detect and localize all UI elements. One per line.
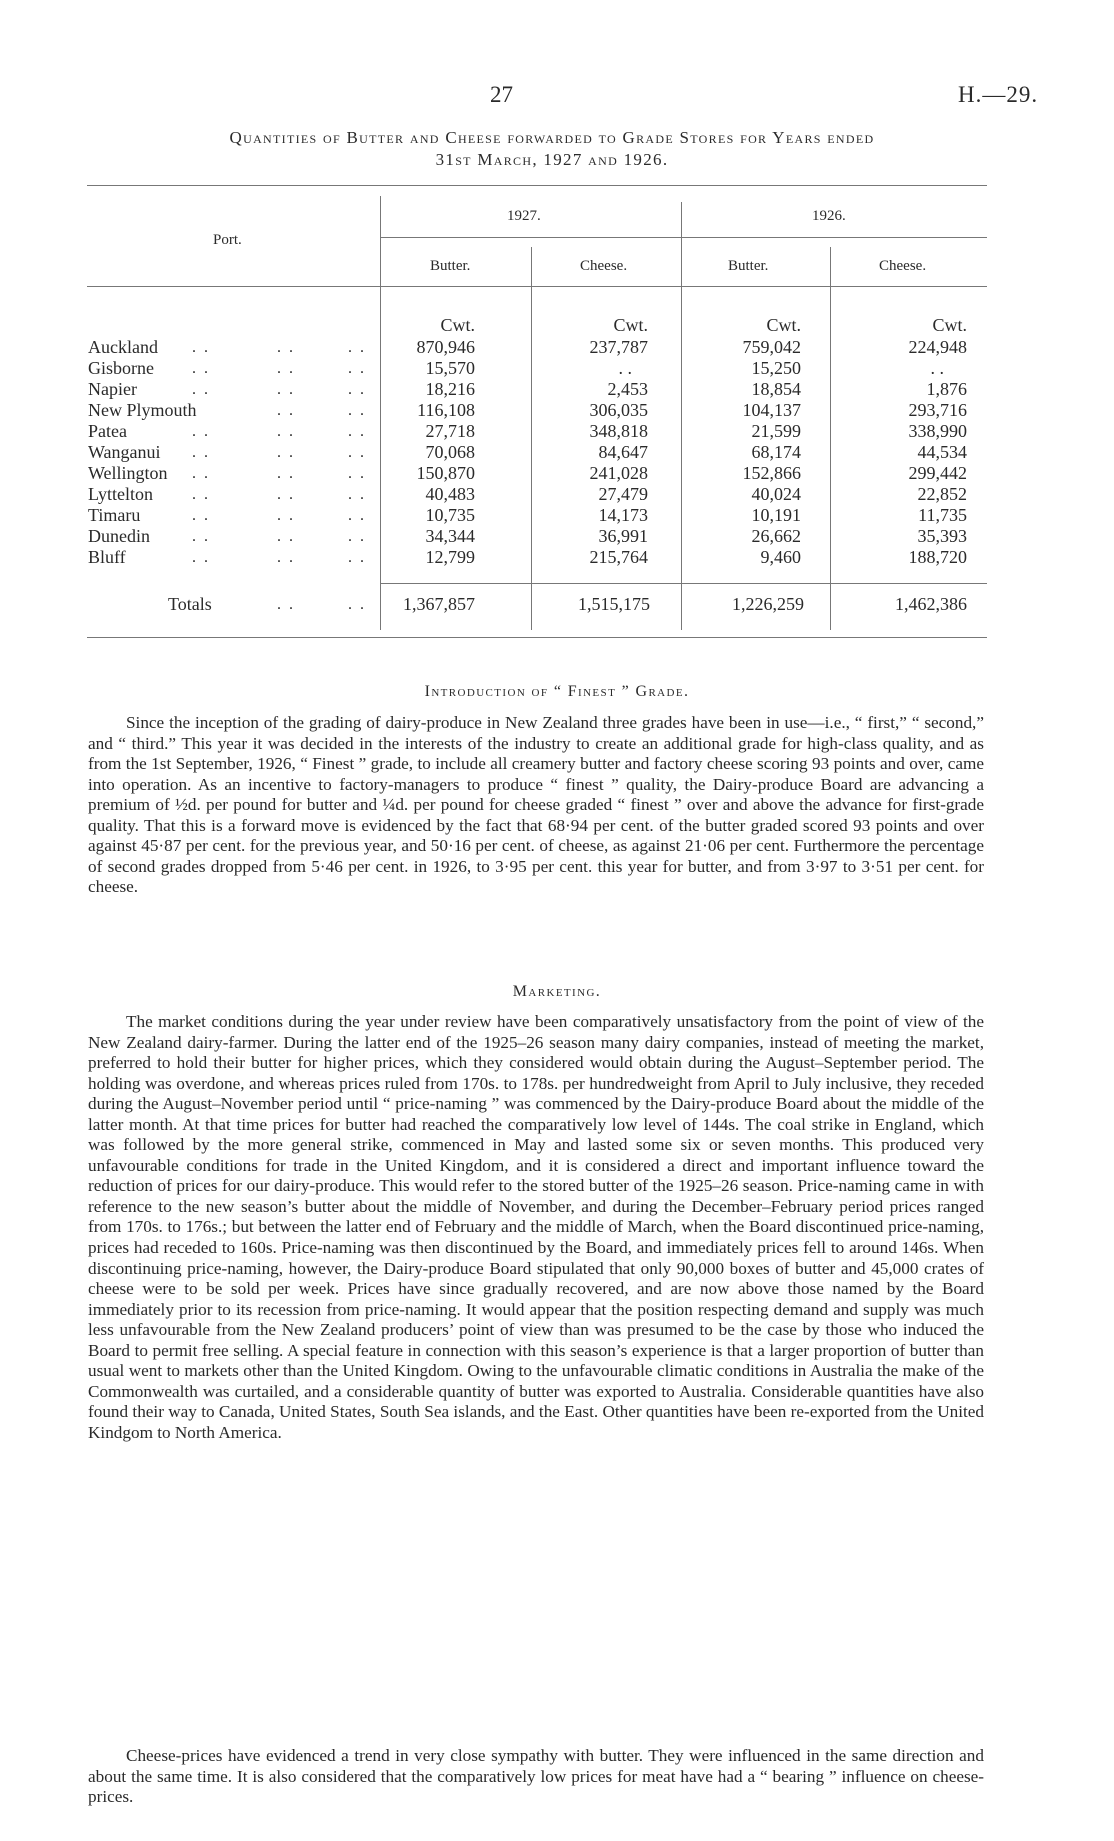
butter-1927-value: 870,946 xyxy=(416,337,475,357)
cheese-1926-value: 11,735 xyxy=(918,505,967,525)
butter-1926-value: 15,250 xyxy=(751,358,801,378)
leader-dots: . . xyxy=(348,528,366,545)
table-title-line-1: Quantities of Butter and Cheese forwarded to Grade Stores for Years ended xyxy=(229,128,875,147)
leader-dots: . . xyxy=(277,402,295,419)
leader-dots: . . xyxy=(348,381,366,398)
cheese-1927-value: . . xyxy=(618,358,632,378)
cheese-1927-value: 36,991 xyxy=(598,526,648,546)
butter-1926-value: 9,460 xyxy=(760,547,801,567)
cheese-1927-value: 306,035 xyxy=(589,400,648,420)
butter-1927-value: 27,718 xyxy=(425,421,475,441)
butter-1926-value: 10,191 xyxy=(751,505,801,525)
leader-dots: . . xyxy=(192,381,210,398)
leader-dots: . . xyxy=(348,360,366,377)
unit-butter-1926: Cwt. xyxy=(766,315,801,335)
marketing-paragraph-1: The market conditions during the year under review have been comparatively unsatisfactory from the point of view of the New Zealand dairy-farmer. During the latter end of the 1925–26 season many dairy companies, instead of meeting the market, preferred to hold their butter for higher prices, which they considered would obtain during the August–September period. The holding was overdone, and whereas prices ruled from 170s. to 178s. per hundredweight from April to July inclusive, they receded during the August–November period until “ price-naming ” was commenced by the Dairy-produce Board about the middle of the latter month. At that time prices for butter had reached the comparatively low level of 144s. The coal strike in England, which was followed by the more general strike, commenced in May and lasted some six or seven months. This produced very unfavourable conditions for trade in the United Kingdom, and it is considered a direct and important influence toward the reduction of prices for our dairy-produce. This would refer to the stored butter of the 1925–26 season. Price-naming came in with reference to the new season’s butter about the middle of November, and during the December–February period prices ranged from 170s. to 176s.; but between the latter end of February and the middle of March, when the Board discontinued price-naming, prices had receded to 160s. Price-naming was then discontinued by the Board, and immediately prices fell to around 146s. When discontinuing price-naming, however, the Dairy-produce Board stipulated that only 90,000 boxes of butter and 45,000 crates of cheese were to be sold per week. Prices have since gradually recovered, and are now above those named by the Board immediately prior to its recession from price-naming. It would appear that the position respecting demand and supply was much less unfavourable from the New Zealand producers’ point of view than was presumed to be the case by those who induced the Board to permit free selling. A special feature in connection with this season’s experience is that a larger proportion of butter than usual went to markets other than the United Kingdom. Owing to the unfavourable climatic conditions in Australia the make of the Commonwealth was curtailed, and a considerable quantity of butter was exported to Australia. Considerable quantities have also found their way to Canada, United States, South Sea islands, and the East. Other quantities have been re-exported from the United Kindgom to North America. xyxy=(88,1012,984,1442)
leader-dots: . . xyxy=(277,423,295,440)
cheese-1927-value: 348,818 xyxy=(589,421,648,441)
port-name: Timaru xyxy=(88,505,141,525)
butter-1927-value: 12,799 xyxy=(425,547,475,567)
year-1926-header: 1926. xyxy=(812,208,846,224)
cheese-1926-value: 35,393 xyxy=(917,526,967,546)
butter-1927-value: 34,344 xyxy=(425,526,475,546)
cheese-1927-value: 27,479 xyxy=(598,484,648,504)
port-name: Lyttelton xyxy=(88,484,153,504)
cheese-1926-value: 22,852 xyxy=(917,484,967,504)
intro-heading: Introduction of “ Finest ” Grade. xyxy=(424,683,690,700)
leader-dots: . . xyxy=(192,486,210,503)
butter-1927-value: 150,870 xyxy=(416,463,475,483)
cheese-1927-total: 1,515,175 xyxy=(578,594,650,614)
port-name: Auckland xyxy=(88,337,158,357)
butter-1926-value: 40,024 xyxy=(751,484,801,504)
table-top-rule xyxy=(87,185,987,186)
page-number: 27 xyxy=(490,82,513,107)
leader-dots: . . xyxy=(348,596,366,613)
unit-butter-1927: Cwt. xyxy=(440,315,475,335)
butter-1926-total: 1,226,259 xyxy=(732,594,804,614)
leader-dots: . . xyxy=(277,596,295,613)
cheese-1927-value: 14,173 xyxy=(598,505,648,525)
leader-dots: . . xyxy=(277,549,295,566)
leader-dots: . . xyxy=(192,549,210,566)
port-name: Wellington xyxy=(88,463,168,483)
butter-1926-value: 68,174 xyxy=(751,442,801,462)
cheese-1926-value: 299,442 xyxy=(908,463,967,483)
leader-dots: . . xyxy=(277,360,295,377)
cheese-1927-value: 237,787 xyxy=(589,337,648,357)
table-title xyxy=(80,127,1024,171)
leader-dots: . . xyxy=(192,360,210,377)
port-name: Napier xyxy=(88,379,137,399)
cheese-1926-value: 224,948 xyxy=(908,337,967,357)
cheese-1926-header: Cheese. xyxy=(879,258,927,274)
marketing-heading: Marketing. xyxy=(512,983,602,1000)
cheese-1926-value: 338,990 xyxy=(908,421,967,441)
year-1927-header: 1927. xyxy=(507,208,541,224)
leader-dots: . . xyxy=(192,339,210,356)
butter-1926-value: 26,662 xyxy=(751,526,801,546)
cheese-1927-value: 241,028 xyxy=(589,463,648,483)
marketing-paragraph-2: Cheese-prices have evidenced a trend in very close sympathy with butter. They were influenced in the same direction and about the same time. It is also considered that the comparatively low prices for meat have had a “ bearing ” influence on cheese-prices. xyxy=(88,1746,984,1807)
butter-1927-value: 116,108 xyxy=(417,400,475,420)
leader-dots: . . xyxy=(192,507,210,524)
butter-1927-total: 1,367,857 xyxy=(403,594,475,614)
leader-dots: . . xyxy=(348,423,366,440)
port-name: Bluff xyxy=(88,547,126,567)
butter-1926-value: 21,599 xyxy=(751,421,801,441)
leader-dots: . . xyxy=(348,465,366,482)
cheese-1926-value: 188,720 xyxy=(908,547,967,567)
butter-1926-value: 104,137 xyxy=(742,400,801,420)
cheese-1927-value: 215,764 xyxy=(589,547,648,567)
butter-1927-value: 10,735 xyxy=(425,505,475,525)
cheese-1926-value: . . xyxy=(930,358,944,378)
page-header xyxy=(0,82,1114,112)
butter-1926-header: Butter. xyxy=(728,258,769,274)
leader-dots: . . xyxy=(277,465,295,482)
leader-dots: . . xyxy=(348,402,366,419)
intro-paragraph: Since the inception of the grading of dairy-produce in New Zealand three grades have been in use—i.e., “ first,” “ second,” and “ third.” This year it was decided in the interests of the industry to create an additional grade for high-class quality, and as from the 1st September, 1926, “ Finest ” grade, to include all creamery butter and factory cheese scoring 93 points and over, came into operation. As an incentive to factory-managers to produce “ finest ” quality, the Dairy-produce Board are advancing a premium of ½d. per pound for butter and ¼d. per pound for cheese graded “ finest ” over and above the advance for first-grade quality. That this is a forward move is evidenced by the fact that 68·94 per cent. of the butter graded scored 93 points and over against 45·87 per cent. for the previous year, and 50·16 per cent. of cheese, as against 21·06 per cent. Furthermore the percentage of second grades dropped from 5·46 per cent. in 1926, to 3·95 per cent. this year for butter, and from 3·97 to 3·51 per cent. for cheese. xyxy=(88,713,984,897)
leader-dots: . . xyxy=(348,549,366,566)
leader-dots: . . xyxy=(192,528,210,545)
leader-dots: . . xyxy=(192,423,210,440)
table-bottom-rule xyxy=(87,637,987,638)
leader-dots: . . xyxy=(348,444,366,461)
year-subheader-rule xyxy=(380,237,987,238)
leader-dots: . . xyxy=(277,528,295,545)
leader-dots: . . xyxy=(348,486,366,503)
leader-dots: . . xyxy=(192,465,210,482)
column-rule-butter-1926 xyxy=(830,247,831,630)
leader-dots: . . xyxy=(277,507,295,524)
butter-1927-value: 18,216 xyxy=(425,379,475,399)
document-code: H.—29. xyxy=(958,82,1039,107)
butter-1927-header: Butter. xyxy=(430,258,471,274)
totals-label: Totals xyxy=(168,594,212,614)
leader-dots: . . xyxy=(277,444,295,461)
butter-1926-value: 18,854 xyxy=(751,379,801,399)
totals-rule xyxy=(380,583,987,584)
cheese-1926-value: 293,716 xyxy=(908,400,967,420)
leader-dots: . . xyxy=(348,507,366,524)
port-name: Dunedin xyxy=(88,526,150,546)
port-name: Wanganui xyxy=(88,442,161,462)
cheese-1926-value: 44,534 xyxy=(917,442,967,462)
table-header-rule xyxy=(87,286,987,287)
port-column-header: Port. xyxy=(213,232,242,248)
butter-1927-value: 15,570 xyxy=(425,358,475,378)
butter-1927-value: 40,483 xyxy=(425,484,475,504)
butter-1926-value: 759,042 xyxy=(742,337,801,357)
cheese-1927-value: 2,453 xyxy=(607,379,648,399)
table-title-line-2: 31st March, 1927 and 1926. xyxy=(435,150,669,169)
butter-1927-value: 70,068 xyxy=(425,442,475,462)
cheese-1927-value: 84,647 xyxy=(598,442,648,462)
leader-dots: . . xyxy=(192,444,210,461)
cheese-1927-header: Cheese. xyxy=(580,258,628,274)
port-name: New Plymouth xyxy=(88,400,197,420)
port-name: Patea xyxy=(88,421,127,441)
leader-dots: . . xyxy=(277,486,295,503)
unit-cheese-1926: Cwt. xyxy=(932,315,967,335)
unit-cheese-1927: Cwt. xyxy=(613,315,648,335)
cheese-1926-total: 1,462,386 xyxy=(895,594,967,614)
port-name: Gisborne xyxy=(88,358,154,378)
leader-dots: . . xyxy=(277,339,295,356)
leader-dots: . . xyxy=(277,381,295,398)
cheese-1926-value: 1,876 xyxy=(926,379,967,399)
leader-dots: . . xyxy=(348,339,366,356)
butter-1926-value: 152,866 xyxy=(742,463,801,483)
